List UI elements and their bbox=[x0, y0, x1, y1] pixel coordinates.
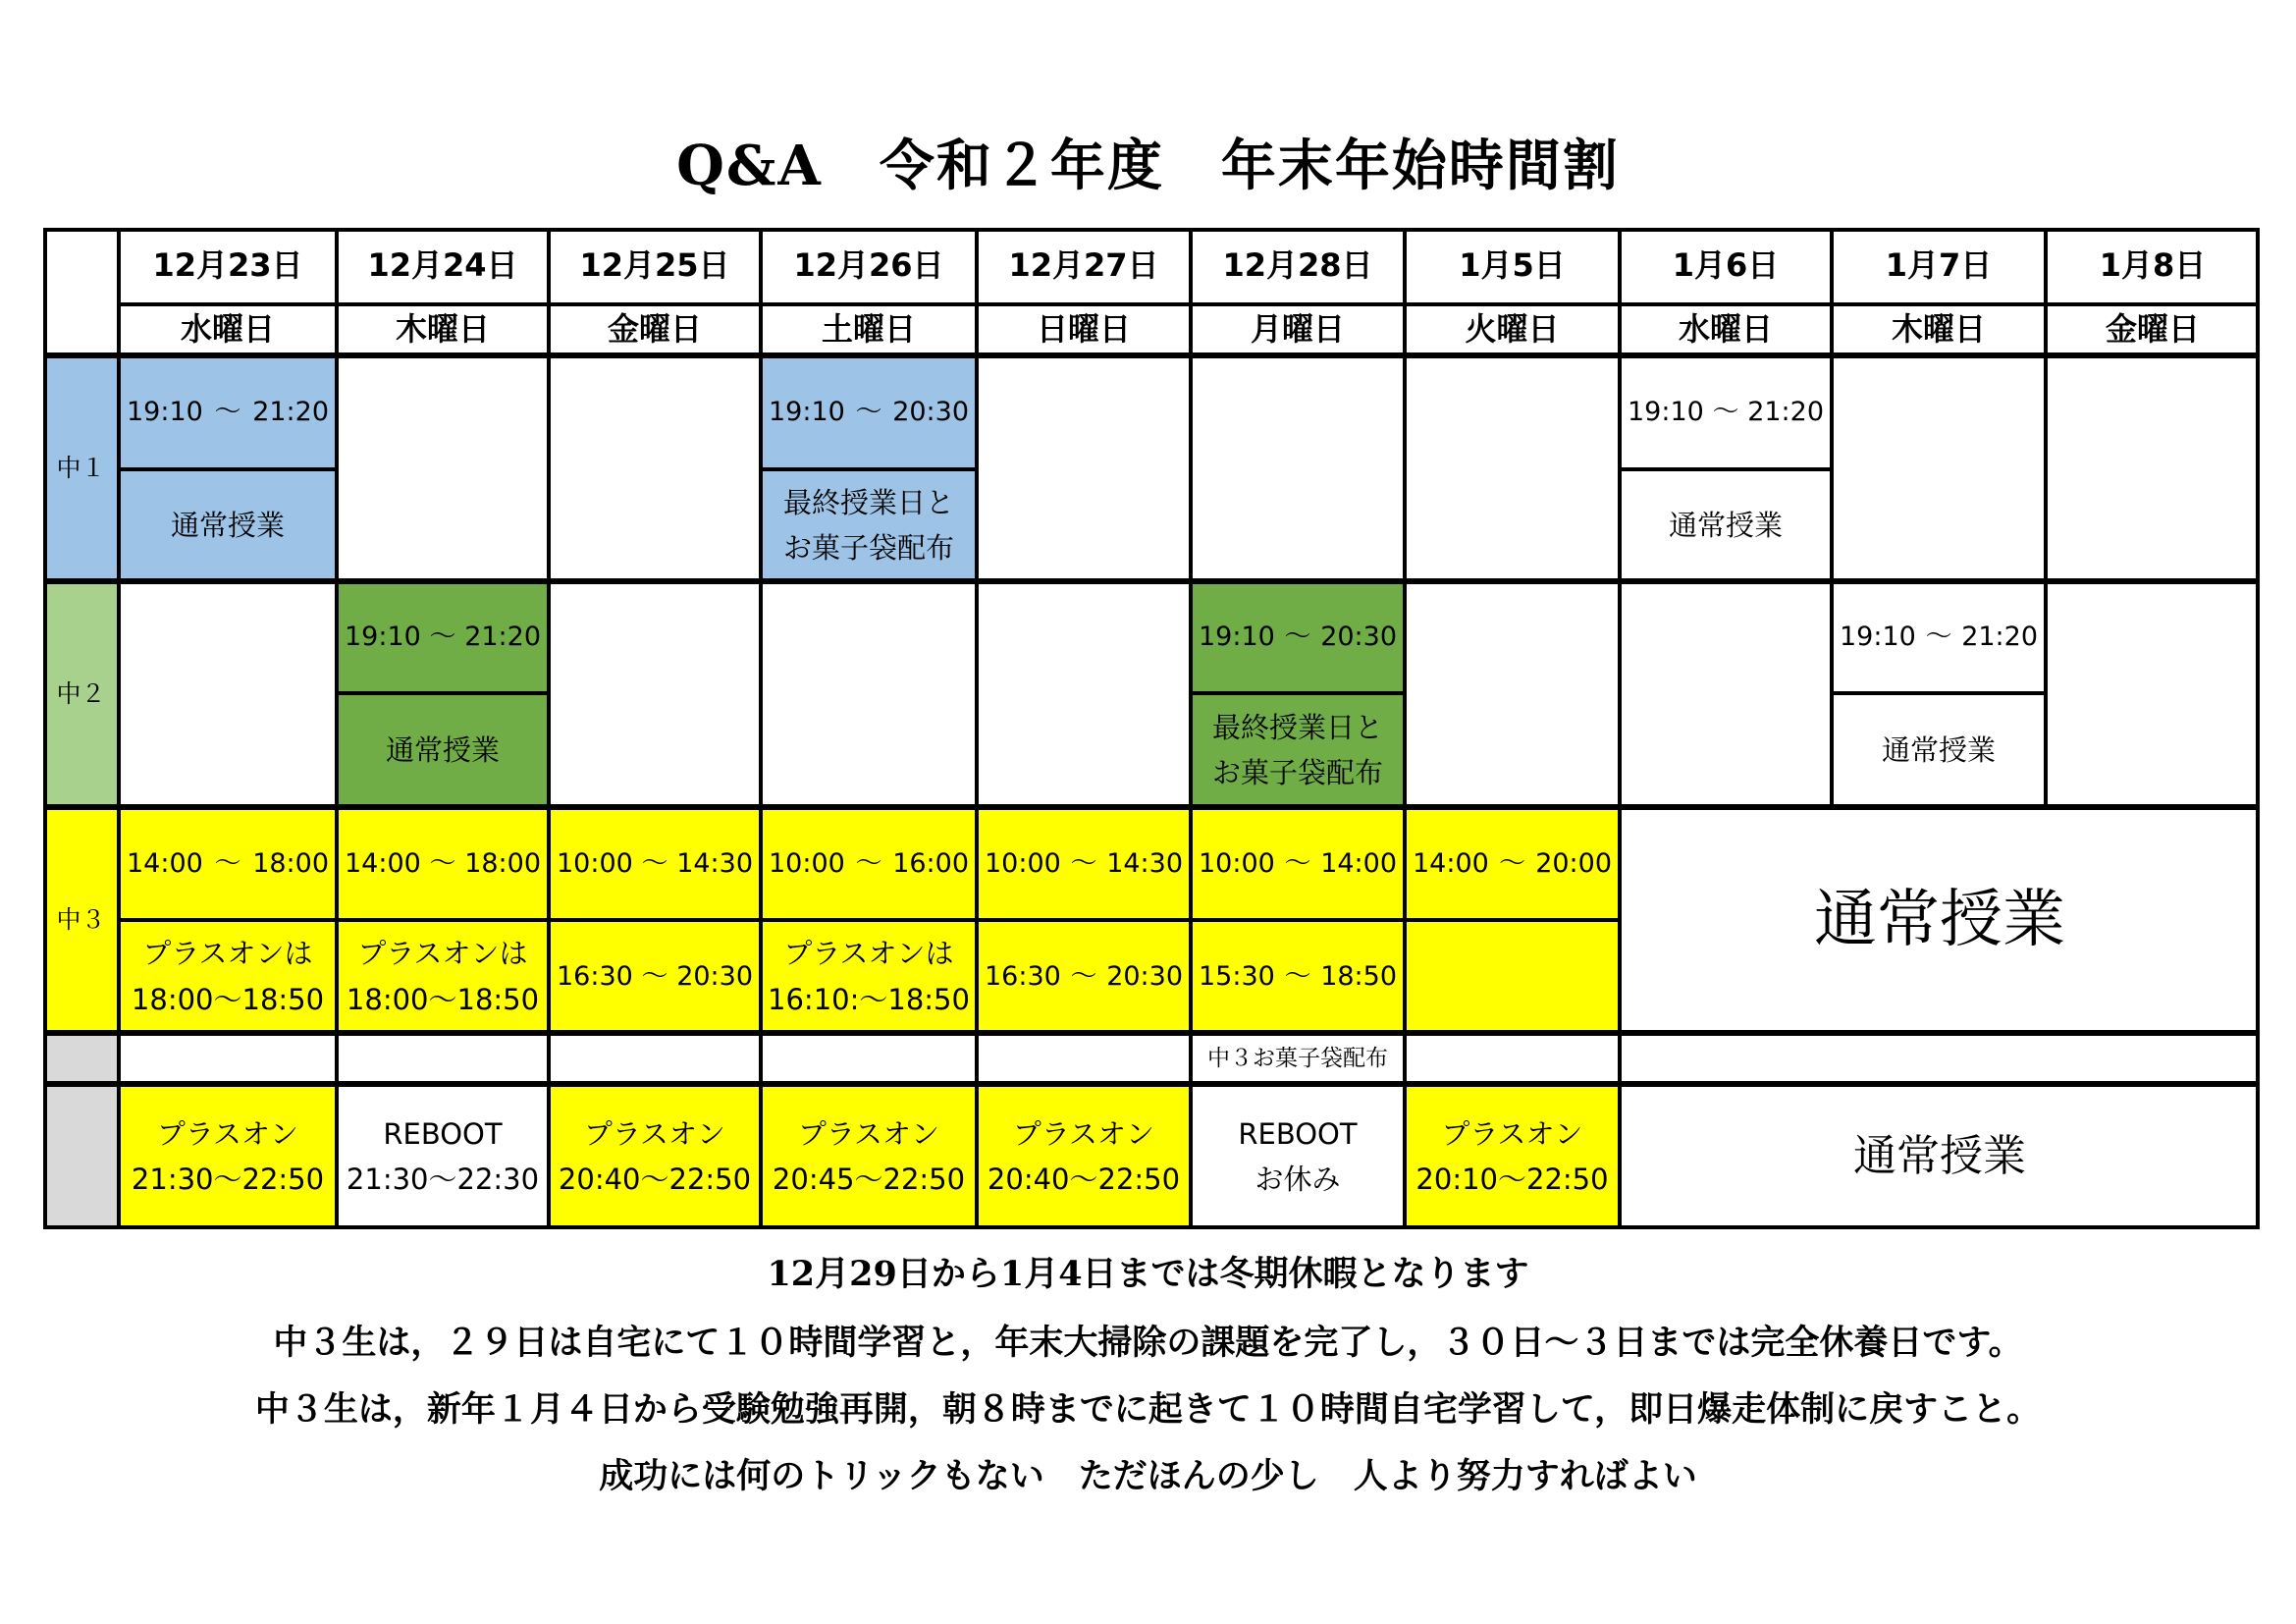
extra-session bbox=[119, 1084, 337, 1229]
time-separator: ～ bbox=[429, 847, 456, 879]
time-end: 18:00 bbox=[464, 847, 541, 879]
time-start: 10:00 bbox=[769, 847, 845, 879]
time-start: 15:30 bbox=[1199, 960, 1275, 992]
cell-line-2: 20:40～22:50 bbox=[987, 1163, 1181, 1196]
header-date: 12月23日 bbox=[119, 228, 337, 304]
empty-cell bbox=[1620, 581, 1832, 807]
g3-time bbox=[1191, 807, 1405, 920]
sweets-distribution-label: 中３お菓子袋配布 bbox=[1191, 1033, 1405, 1084]
empty-cell bbox=[549, 581, 761, 807]
header-weekday: 金曜日 bbox=[2046, 304, 2260, 355]
cell-line-1: プラスオン bbox=[1012, 1116, 1155, 1151]
cell-line-2: 21:30～22:50 bbox=[131, 1163, 325, 1196]
note-g3-restart: 中３生は，新年１月４日から受験勉強再開，朝８時までに起きて１０時間自宅学習して，即日爆走体制に戻すこと。 bbox=[254, 1389, 2042, 1430]
grade-label-g2: 中２ bbox=[43, 581, 119, 807]
cell-line-1: REBOOT bbox=[383, 1116, 503, 1151]
empty-cell bbox=[761, 581, 977, 807]
header-weekday: 木曜日 bbox=[1832, 304, 2046, 355]
time-end: 20:30 bbox=[892, 397, 969, 428]
cell-text bbox=[132, 931, 324, 1022]
g3-time bbox=[977, 807, 1191, 920]
cell-text bbox=[1415, 1111, 1608, 1203]
header-date: 12月26日 bbox=[761, 228, 977, 304]
note-holiday: 12月29日から1月4日までは冬期休暇となります bbox=[767, 1254, 1529, 1294]
note-g3-rest: 中３生は，２９日は自宅にて１０時間学習と，年末大掃除の課題を完了し，３０日～３日までは完全休養日です。 bbox=[273, 1323, 2023, 1363]
empty-cell bbox=[2046, 581, 2260, 807]
empty-cell bbox=[1405, 355, 1620, 581]
time-start: 19:10 bbox=[1628, 397, 1704, 428]
time-separator: ～ bbox=[855, 397, 882, 428]
empty-cell bbox=[1191, 355, 1405, 581]
cell-text bbox=[347, 931, 539, 1022]
cell-line-2: 21:30～22:30 bbox=[346, 1163, 540, 1196]
time-separator: ～ bbox=[214, 847, 241, 879]
g1-time bbox=[119, 355, 337, 469]
time-separator: ～ bbox=[855, 847, 882, 879]
header-date: 1月5日 bbox=[1405, 228, 1620, 304]
cell-line-2: 18:00～18:50 bbox=[131, 982, 325, 1016]
header-date: 1月6日 bbox=[1620, 228, 1832, 304]
extra-session bbox=[1405, 1084, 1620, 1229]
time-end: 18:50 bbox=[1320, 960, 1397, 992]
time-start: 19:10 bbox=[769, 397, 845, 428]
empty-cell bbox=[977, 1033, 1191, 1084]
empty-cell bbox=[977, 581, 1191, 807]
time-separator: ～ bbox=[429, 622, 456, 653]
time-separator: ～ bbox=[1712, 397, 1739, 428]
g1-class: 通常授業 bbox=[119, 469, 337, 581]
empty-cell bbox=[1405, 920, 1620, 1033]
header-date: 1月7日 bbox=[1832, 228, 2046, 304]
time-end: 16:00 bbox=[892, 847, 969, 879]
g3-time bbox=[1405, 807, 1620, 920]
time-start: 14:00 bbox=[1413, 847, 1489, 879]
time-start: 19:10 bbox=[127, 397, 203, 428]
g1-class: 通常授業 bbox=[1620, 469, 1832, 581]
time-separator: ～ bbox=[1284, 847, 1311, 879]
header-weekday: 水曜日 bbox=[1620, 304, 1832, 355]
g1-last-class bbox=[761, 469, 977, 581]
time-end: 18:00 bbox=[252, 847, 329, 879]
cell-line-2: 20:10～22:50 bbox=[1415, 1163, 1609, 1196]
cell-line-1: プラスオンは bbox=[783, 937, 954, 971]
extra-session bbox=[549, 1084, 761, 1229]
g2-time bbox=[1832, 581, 2046, 693]
extra-session bbox=[337, 1084, 549, 1229]
g3-time bbox=[549, 807, 761, 920]
empty-cell bbox=[119, 1033, 337, 1084]
time-separator: ～ bbox=[1284, 622, 1311, 653]
g2-last-class bbox=[1191, 693, 1405, 807]
header-weekday: 水曜日 bbox=[119, 304, 337, 355]
cell-line-2: お菓子袋配布 bbox=[782, 531, 954, 565]
header-weekday: 火曜日 bbox=[1405, 304, 1620, 355]
cell-line-1: プラスオン bbox=[1441, 1116, 1583, 1151]
header-corner bbox=[43, 228, 119, 355]
grade-label-g1: 中１ bbox=[43, 355, 119, 581]
header-date: 12月27日 bbox=[977, 228, 1191, 304]
cell-line-2: お菓子袋配布 bbox=[1211, 756, 1383, 789]
empty-cell bbox=[1405, 1033, 1620, 1084]
cell-line-1: 最終授業日と bbox=[1211, 710, 1383, 744]
time-separator: ～ bbox=[641, 847, 668, 879]
cell-line-1: プラスオンは bbox=[357, 937, 528, 971]
time-start: 14:00 bbox=[127, 847, 203, 879]
time-end: 21:20 bbox=[1961, 622, 2038, 653]
grade-label-g3: 中３ bbox=[43, 807, 119, 1033]
time-start: 10:00 bbox=[557, 847, 633, 879]
g2-class: 通常授業 bbox=[1832, 693, 2046, 807]
cell-line-1: プラスオン bbox=[156, 1116, 299, 1151]
extra-session bbox=[761, 1084, 977, 1229]
empty-cell bbox=[761, 1033, 977, 1084]
time-end: 21:20 bbox=[464, 622, 541, 653]
cell-line-1: プラスオン bbox=[797, 1116, 940, 1151]
header-date: 12月28日 bbox=[1191, 228, 1405, 304]
time-start: 19:10 bbox=[1840, 622, 1916, 653]
time-separator: ～ bbox=[1925, 622, 1952, 653]
time-end: 20:30 bbox=[676, 960, 753, 992]
g2-time bbox=[1191, 581, 1405, 693]
empty-cell bbox=[1405, 581, 1620, 807]
time-start: 16:30 bbox=[557, 960, 633, 992]
extra-session bbox=[977, 1084, 1191, 1229]
cell-text bbox=[559, 1111, 751, 1203]
time-start: 10:00 bbox=[985, 847, 1061, 879]
empty-cell bbox=[2046, 355, 2260, 581]
time-separator: ～ bbox=[1284, 960, 1311, 992]
time-end: 21:20 bbox=[1747, 397, 1824, 428]
cell-line-2: 16:10:～18:50 bbox=[768, 982, 970, 1016]
header-weekday: 日曜日 bbox=[977, 304, 1191, 355]
cell-line-1: 最終授業日と bbox=[782, 485, 954, 519]
cell-line-2: 20:40～22:50 bbox=[558, 1163, 752, 1196]
cell-text bbox=[988, 1111, 1180, 1203]
time-separator: ～ bbox=[1070, 960, 1097, 992]
cell-text bbox=[768, 931, 970, 1022]
time-end: 21:20 bbox=[252, 397, 329, 428]
g3-plus-on bbox=[119, 920, 337, 1033]
header-date: 12月25日 bbox=[549, 228, 761, 304]
g1-time bbox=[1620, 355, 1832, 469]
time-separator: ～ bbox=[641, 960, 668, 992]
g3-time bbox=[119, 807, 337, 920]
extra-session bbox=[1191, 1084, 1405, 1229]
cell-line-1: REBOOT bbox=[1238, 1116, 1358, 1151]
g3-time bbox=[761, 807, 977, 920]
cell-line-2: 18:00～18:50 bbox=[346, 982, 540, 1016]
empty-cell bbox=[549, 355, 761, 581]
time-start: 14:00 bbox=[345, 847, 421, 879]
cell-line-2: 20:45～22:50 bbox=[772, 1163, 966, 1196]
extra-regular-class: 通常授業 bbox=[1620, 1084, 2260, 1229]
time-end: 14:00 bbox=[1320, 847, 1397, 879]
time-start: 19:10 bbox=[1199, 622, 1275, 653]
empty-cell bbox=[1620, 1033, 2260, 1084]
empty-cell bbox=[549, 1033, 761, 1084]
time-start: 16:30 bbox=[985, 960, 1061, 992]
cell-text bbox=[1212, 705, 1383, 796]
g3-plus-on bbox=[761, 920, 977, 1033]
cell-text bbox=[773, 1111, 965, 1203]
header-date: 12月24日 bbox=[337, 228, 549, 304]
g3-time-2 bbox=[549, 920, 761, 1033]
header-weekday: 土曜日 bbox=[761, 304, 977, 355]
cell-text bbox=[347, 1111, 539, 1203]
g3-regular-class: 通常授業 bbox=[1620, 807, 2260, 1033]
empty-cell bbox=[337, 1033, 549, 1084]
cell-line-1: プラスオン bbox=[583, 1116, 726, 1151]
g3-time-2 bbox=[977, 920, 1191, 1033]
time-separator: ～ bbox=[214, 397, 241, 428]
cell-line-2: お休み bbox=[1255, 1163, 1341, 1196]
time-end: 20:30 bbox=[1320, 622, 1397, 653]
time-end: 14:30 bbox=[1106, 847, 1183, 879]
cell-text bbox=[132, 1111, 324, 1203]
g3-time bbox=[337, 807, 549, 920]
g3-time-2 bbox=[1191, 920, 1405, 1033]
header-weekday: 月曜日 bbox=[1191, 304, 1405, 355]
g1-time bbox=[761, 355, 977, 469]
g3-plus-on bbox=[337, 920, 549, 1033]
empty-cell bbox=[337, 355, 549, 581]
time-end: 14:30 bbox=[676, 847, 753, 879]
cell-text bbox=[1238, 1111, 1357, 1203]
page-title: Q&A 令和２年度 年末年始時間割 bbox=[676, 134, 1620, 198]
time-separator: ～ bbox=[1070, 847, 1097, 879]
cell-line-1: プラスオンは bbox=[142, 937, 313, 971]
header-date: 1月8日 bbox=[2046, 228, 2260, 304]
empty-cell bbox=[1832, 355, 2046, 581]
cell-text bbox=[783, 480, 954, 571]
g2-time bbox=[337, 581, 549, 693]
time-start: 10:00 bbox=[1199, 847, 1275, 879]
header-weekday: 木曜日 bbox=[337, 304, 549, 355]
g2-class: 通常授業 bbox=[337, 693, 549, 807]
time-separator: ～ bbox=[1499, 847, 1525, 879]
extra-row-label bbox=[43, 1033, 119, 1229]
time-end: 20:00 bbox=[1535, 847, 1612, 879]
empty-cell bbox=[119, 581, 337, 807]
time-start: 19:10 bbox=[345, 622, 421, 653]
empty-cell bbox=[977, 355, 1191, 581]
note-motto: 成功には何のトリックもない ただほんの少し 人より努力すればよい bbox=[599, 1456, 1697, 1496]
time-end: 20:30 bbox=[1106, 960, 1183, 992]
header-weekday: 金曜日 bbox=[549, 304, 761, 355]
